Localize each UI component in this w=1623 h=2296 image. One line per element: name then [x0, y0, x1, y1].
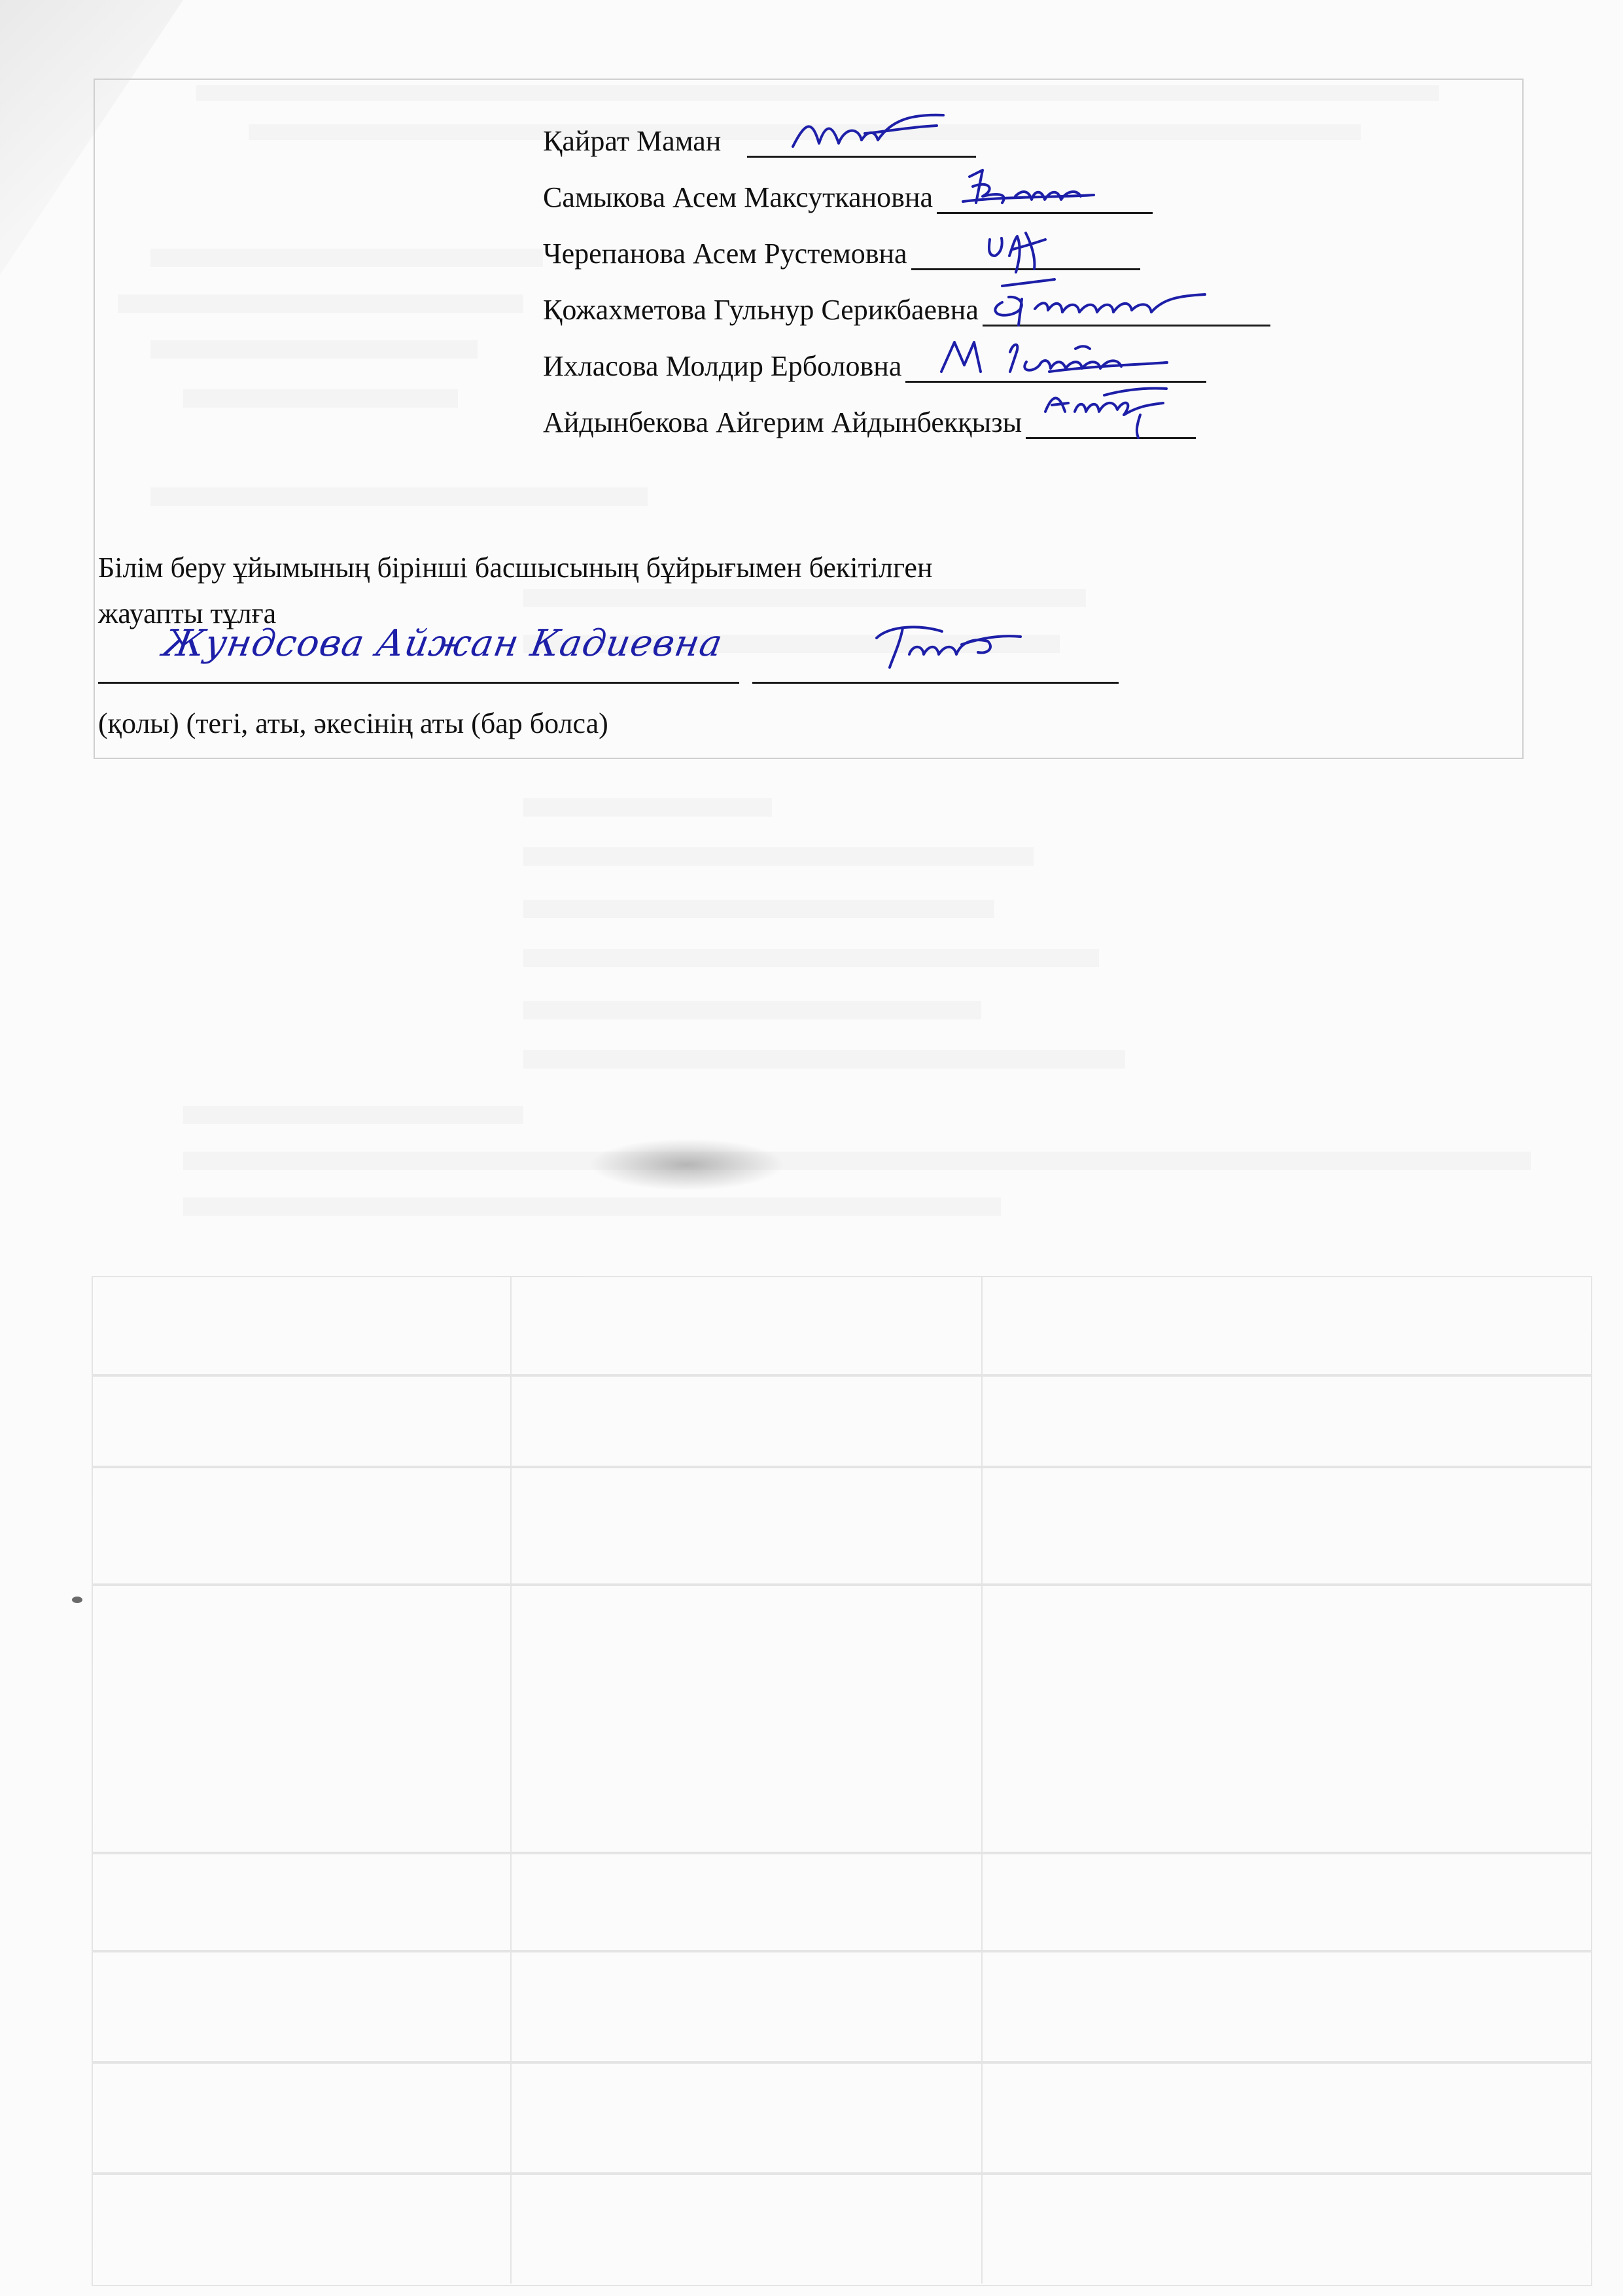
approval-statement: Білім беру ұйымының бірінші басшысының бұйрығымен бекітілген [98, 552, 933, 584]
signature-line [983, 296, 1270, 327]
handwritten-signature [911, 220, 1140, 272]
responsible-person-label: жауапты тұлға [98, 597, 277, 629]
signatory-row [543, 181, 1153, 214]
signature-caption: (қолы) (тегі, аты, әкесінің аты (бар болса) [98, 707, 608, 739]
signatory-name: Черепанова Асем Рустемовна [543, 238, 907, 270]
handwritten-signature [1026, 376, 1196, 441]
handwritten-signature [937, 164, 1153, 216]
scan-speck [72, 1597, 82, 1603]
handwritten-signature [864, 618, 1060, 677]
signatory-row [543, 406, 1196, 439]
signature-line [937, 183, 1153, 214]
handwritten-signature [983, 276, 1270, 328]
signature-line [752, 682, 1119, 684]
signature-line [747, 127, 976, 158]
signatory-row [543, 237, 1140, 270]
signature-line [1026, 408, 1196, 439]
signatory-name: Айдынбекова Айгерим Айдынбекқызы [543, 406, 1022, 438]
handwritten-responsible-name: Жундсова Айжан Кадиевна [160, 622, 726, 665]
responsible-person-lines [98, 622, 1119, 684]
signatory-row [543, 124, 976, 158]
scan-smudge [589, 1139, 785, 1191]
handwritten-signature [747, 107, 976, 160]
name-line [98, 682, 739, 684]
signatory-name: Қайрат Маман [543, 125, 722, 157]
signatory-row [543, 293, 1270, 327]
signatory-name: Ихласова Молдир Ерболовна [543, 350, 902, 382]
signatory-name: Самыкова Асем Максуткановна [543, 181, 934, 213]
signatory-name: Қожахметова Гульнур Серикбаевна [543, 294, 979, 326]
signature-line [911, 239, 1140, 270]
